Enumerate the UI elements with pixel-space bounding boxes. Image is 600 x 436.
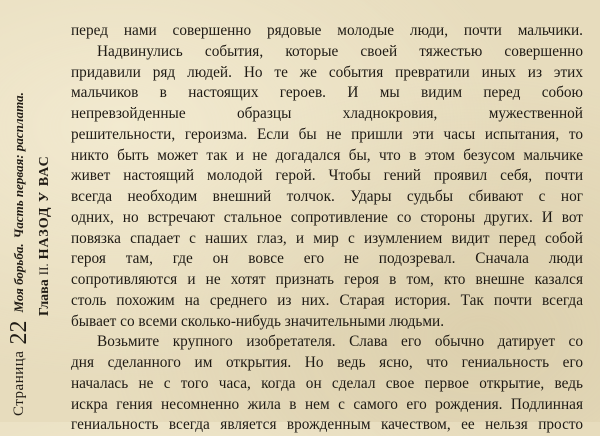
text-line: мальчиков в настоящих героев. И мы видим перед собою <box>71 84 583 102</box>
text-line: Возьмите крупного изобретателя. Слава его обычно датирует со <box>97 333 583 351</box>
chapter-label: Глава <box>37 279 52 316</box>
text-line: перед нами совершенно рядовые молодые люди, почти мальчики. <box>71 22 583 39</box>
paragraph-1 <box>71 21 583 332</box>
page-sidebar <box>0 0 62 422</box>
text-line: Надвинулись события, которые своей тяжестью совершенно <box>97 42 583 60</box>
text-line: всегда необходим внешний толчок. Удары судьбы сбивают с ног <box>71 188 583 205</box>
text-line: живет настоящий молодой герой. Чтобы гений проявил себя, почти <box>71 167 583 185</box>
text-line: бывает со всеми сколько-нибудь значительными людьми. <box>71 312 445 330</box>
sidebar-line-page <box>0 0 38 416</box>
book-title: Моя борьба. <box>11 243 26 313</box>
text-line: началась не с того часа, когда он сделал свое первое открытие, ведь <box>71 374 583 392</box>
page-body <box>71 21 583 436</box>
chapter-title: НАЗОД У ВАС <box>37 155 52 260</box>
page-label: Страница <box>10 350 27 416</box>
sidebar-line-chapter <box>36 0 56 416</box>
sidebar-rotated-header <box>0 0 62 422</box>
text-line: героя там, где он вовсе его не подозревал. Сначала люди <box>71 250 583 268</box>
text-line: гениальность всегда является врожденным качеством, ее нельзя просто <box>71 416 583 434</box>
text-line: искра гения несомненно жила в нем с самого его рождения. Подлинная <box>71 395 583 413</box>
text-line: одних, но встречают стальное сопротивление со стороны других. И вот <box>71 208 583 226</box>
text-line: никто быть может так и не догадался бы, что в этом безусом мальчике <box>71 146 583 164</box>
text-line: столь похожим на среднего из них. Старая история. Так почти всегда <box>71 291 583 309</box>
text-line: придавили ряд людей. Но те же события превратили иных из этих <box>71 63 583 81</box>
text-line: дня сделанного им открытия. Но ведь ясно, что гениальность его <box>71 354 583 371</box>
page-number: 22 <box>5 320 32 345</box>
text-line: повязка спадает с наших глаз, и мир с изумлением видит перед собой <box>71 229 583 247</box>
text-line: сопротивляются и не хотят признать героя в том, кто внешне казался <box>71 271 583 288</box>
text-line: непревзойденные образцы хладнокровия, мужественной <box>71 105 583 122</box>
chapter-number: II. <box>36 263 51 276</box>
text-line: решительности, героизма. Если бы не пришли эти часы испытания, то <box>71 125 583 143</box>
part-title: Часть первая: расплата. <box>11 92 26 239</box>
paragraph-2 <box>71 332 583 436</box>
